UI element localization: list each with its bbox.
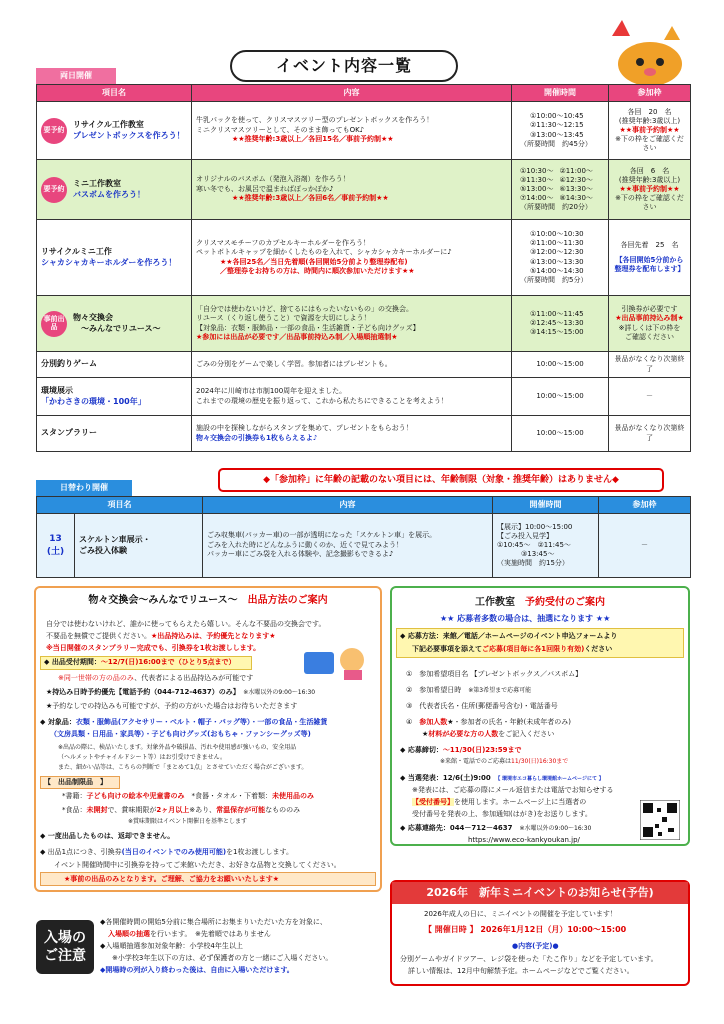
- header-quota: 参加枠: [599, 497, 691, 514]
- time-note: （所要時間 約20分）: [520, 203, 592, 212]
- deadline-red: ～11/30(日)23:59まで: [442, 746, 522, 754]
- quota-line: (推奨年齢:3歳以上): [618, 175, 681, 184]
- event-name: スケルトン車展示・: [79, 534, 151, 544]
- limit2-red: 未開封: [86, 806, 108, 814]
- limit2-red2: 2ヶ月以上: [156, 806, 190, 814]
- header-name: 項目名: [37, 497, 203, 514]
- limit1-tail: *食器・タオル・下着類: [191, 792, 265, 800]
- target-note: （ヘルメットやチャイルドシート等）はお引受けできません。: [58, 754, 227, 761]
- reuse-intro: ※当日開催のスタンプラリー完成でも、引換券を1枚お渡しします。: [46, 644, 261, 652]
- event-name: リサイクルミニ工作: [41, 246, 112, 256]
- method1: ◆ 応募方法：来館／電話／ホームページのイベント申込フォームより: [400, 632, 618, 640]
- header-time: 開催時間: [512, 85, 609, 102]
- limit2-mid2: ※あり、: [189, 806, 217, 814]
- content-line: 「自分では使わないけど、捨てるにはもったいないもの」の交換会。: [196, 304, 413, 313]
- quota-line: 各回 6 名: [629, 166, 670, 175]
- reuse-title-red: 出品方法のご案内: [247, 595, 328, 606]
- booking-text: ★持込み日時予約優先【電話予約（044-712-4637）のみ】: [46, 688, 237, 696]
- mascot-icon: [600, 18, 690, 88]
- target-blue: 衣類・服飾品(アクセサリー・ベルト・帽子・バッグ等）・一部の食品・生活雑貨: [75, 718, 328, 726]
- entry-title1: 入場の: [44, 929, 86, 946]
- reuse-title: [34, 594, 382, 608]
- table-row: [37, 160, 691, 220]
- content-line: オリジナルのバスボム（発泡入浴剤）を作ろう！: [196, 175, 350, 184]
- quota-red: ★★事前予約制★★: [619, 125, 680, 134]
- content-line: 2024年に川崎市は市制100周年を迎えました。: [196, 387, 347, 396]
- news-line: 分別ゲームやガイドツアー、レジ袋を使った「たこ作り」などを予定しています。: [400, 955, 658, 963]
- news-content-label: ●内容(予定)●: [512, 942, 559, 950]
- entry-line: ◆各開催時間の開始5分前に集合場所にお集まりいただいた方を対象に、: [100, 918, 327, 926]
- deadline-note: [440, 758, 568, 765]
- content-line: ごみの分別をゲームで楽しく学習。参加者にはプレゼントも。: [196, 359, 392, 368]
- quota-text: 景品がなくなり次第終了: [609, 416, 691, 452]
- time-line: 10:00～15:00: [512, 416, 609, 452]
- reuse-intro-red: ★出品持込みは、予約優先となります★: [151, 632, 276, 640]
- content-line: ごみを入れた時にどんなふうに動くのか、近くで見てみよう！: [207, 540, 403, 549]
- period-red: ～12/7(日)16:00まで: [100, 658, 175, 666]
- table-header: [37, 497, 691, 514]
- announce2: ※発表には、ご応募の際にメール返信または電話でお知らせする: [412, 786, 614, 794]
- quota-text: 景品がなくなり次第終了: [609, 352, 691, 378]
- event-name-2: ごみ投入体験: [79, 545, 127, 555]
- content-line: 寒い冬でも、お風呂で温まればぽっかぽか♪: [196, 184, 334, 193]
- reuse-illustration-icon: [300, 638, 376, 682]
- quota-red: ★出品事前持込み制★: [615, 314, 684, 323]
- quota-red: ★★事前予約制★★: [619, 184, 680, 193]
- content-line: 施設の中を探検しながらスタンプを集めて、プレゼントをもらおう！: [196, 424, 413, 433]
- quota-blue: 【各回開始5分前から: [615, 255, 684, 264]
- reuse-intro: 自分では使わないけれど、誰かに使ってもらえたら嬉しい。そんな不要品の交換会です。: [46, 620, 326, 628]
- workshop-item-red: 参加人数: [419, 718, 448, 726]
- time-line: ②11:00～: [559, 166, 593, 175]
- reuse-title-text: 物々交換会～みんなでリユース～: [88, 595, 238, 606]
- table-row: [37, 220, 691, 296]
- quota-line: 各回先着 25 名: [620, 240, 679, 249]
- time-line: ①10:00～10:45: [530, 112, 584, 121]
- time-line: ⑥13:30～: [559, 184, 593, 193]
- method2-red: ご応募(項目毎に各1回限り有効): [482, 645, 585, 653]
- workshop-item-note: ※第3希望まで応募可能: [468, 687, 532, 694]
- daily-table: [36, 496, 691, 578]
- limit2-label: *食品：: [62, 806, 87, 814]
- period: [44, 658, 236, 666]
- time-line: ⑧14:30～: [559, 194, 593, 203]
- method2-tail: ください: [584, 645, 613, 653]
- content-red: ／整理券をお持ちの方は、時間内に順次参加いただけます★★: [220, 266, 415, 275]
- content-line: クリスマスモチーフのカプセルキーホルダーを作ろう！: [196, 238, 371, 247]
- ticket1-tail: を1枚お渡しします。: [226, 848, 293, 856]
- both-days-tag: 両日開催: [36, 68, 116, 84]
- header-content: 内容: [203, 497, 493, 514]
- event-name: ミニ工作教室: [73, 178, 121, 188]
- day-number: 13: [49, 534, 62, 545]
- deadline: [400, 746, 522, 754]
- content-line: パッカー車にごみ袋を入れる体験や、記念撮影もできるよ♪: [207, 550, 394, 559]
- time-line: ②12:45～13:30: [530, 318, 584, 327]
- target: [40, 718, 327, 726]
- time-line: ②11:30～12:15: [530, 121, 584, 130]
- ticket1-text: ◆ 出品1点につき、引換券: [40, 848, 122, 856]
- ticket1-blue: (当日のイベントでのみ使用可能): [121, 848, 227, 856]
- booking: [46, 688, 315, 696]
- time-line: ④12:30～: [559, 175, 593, 184]
- daily-tag: 日替わり開催: [36, 480, 132, 496]
- entry-line-note: ※先着順ではありません: [194, 930, 271, 938]
- quota-line: 引換券が必要です: [621, 305, 678, 314]
- deadline-note-red: 11/30(日)16:30まで: [511, 758, 569, 765]
- workshop-item: [406, 718, 571, 726]
- limit-note: ※賞味期限はイベント開催日を基準とします: [128, 818, 248, 825]
- quota-line: (推奨年齢:3歳以上): [618, 116, 681, 125]
- time-line: （所要時間 約5分）: [520, 275, 588, 284]
- limit2-red3: 常温保存が可能: [216, 806, 266, 814]
- time-line: 10:00～15:00: [512, 352, 609, 378]
- entry-line: [108, 930, 271, 938]
- entry-line: ◆開場時の列が入り終わった後は、自由に入場いただけます。: [100, 966, 294, 974]
- quota-note: ※下の枠をご確認ください: [615, 135, 684, 153]
- event-name: リサイクル工作教室: [73, 119, 144, 129]
- content-line: これまでの環境の歴史を振り返って、これから私たちにできることを考えよう！: [196, 396, 448, 405]
- content-red: ★参加には出品が必要です／出品事前持込み制／入場順抽選制★: [196, 332, 398, 341]
- table-row: [37, 352, 691, 378]
- content-red: ★★推奨年齢:3歳以上／各回6名／事前予約制★★: [232, 194, 389, 203]
- content-red: ★★各回25名／当日先着順(各回開始5分前より整理券配布): [220, 257, 408, 266]
- time-line: 10:00～15:00: [512, 378, 609, 416]
- entry-line-text: を行います。: [150, 930, 188, 938]
- header-quota: 参加枠: [609, 85, 691, 102]
- method2-text: 下記必要事項を添えて: [412, 645, 482, 653]
- entry-line-red: 入場順の抽選: [108, 930, 150, 938]
- age-notice: ◆「参加枠」に年齢の記載のない項目には、年齢制限（対象・推奨年齢）はありません◆: [218, 468, 664, 492]
- time-line: 【ごみ投入見学】: [497, 531, 553, 540]
- qr-code-icon: [640, 800, 680, 840]
- content-blue: 物々交換会の引換券も1枚もらえるよ♪: [196, 433, 318, 442]
- target-note: また、細かい品等は、こちらの判断で「まとめて1点」とさせていただく場合がございます。: [58, 764, 308, 771]
- ticket2: イベント開催時間中に引換券を持ってご来館いただき、お好きな品物と交換してください。: [54, 861, 341, 869]
- preentry-badge: 事前出品: [41, 311, 67, 337]
- reuse-intro: [46, 632, 276, 640]
- period-label: ◆ 出品受付期間：: [44, 658, 101, 666]
- period-note: [58, 674, 253, 682]
- workshop-item-red: 材料が必要な方の人数: [428, 730, 499, 738]
- quota-note: ご確認ください: [625, 332, 674, 341]
- time-line: ④13:00～13:30: [530, 257, 584, 266]
- method2: [412, 645, 612, 653]
- workshop-item-text: ② 参加希望日時: [406, 686, 462, 694]
- quota-text: －: [609, 378, 691, 416]
- workshop-title-text: 工作教室: [475, 597, 515, 608]
- news-date: 【 開催日時 】 2026年1月12日（月）10:00～15:00: [424, 925, 627, 934]
- workshop-item: ③ 代表者氏名・住所(郵便番号含む)・電話番号: [406, 702, 558, 710]
- workshop-title: [390, 596, 690, 610]
- booking2: ★予約なしでの持込みも可能ですが、予約の方がいた場合はお待ちいただきます: [46, 702, 298, 710]
- page-title: イベント内容一覧: [230, 50, 458, 82]
- event-sub: バスボムを作ろう！: [73, 189, 145, 199]
- time-line: ③14:15～15:00: [530, 328, 584, 337]
- workshop-url[interactable]: https://www.eco-kankyoukan.jp/: [468, 836, 580, 844]
- entry-title2: ご注意: [44, 948, 86, 964]
- time-line: ⑦14:00～: [520, 194, 554, 203]
- announce-link[interactable]: 【 環境市エコ暮らし環境館ホームページにて 】: [497, 776, 604, 782]
- time-line: ③12:00～12:30: [530, 248, 584, 257]
- limit1-label: *書籍：: [62, 792, 87, 800]
- event-name: 分別釣りゲーム: [41, 359, 97, 369]
- content-line: ミニクリスマスツリーとして、そのまま飾ってもOK♪: [196, 125, 365, 134]
- target2: （文房具類・日用品・家具等）・子ども向けグッズ(おもちゃ・ファンシーグッズ等): [50, 730, 311, 738]
- announce4: 受付番号を発表の上、参加通知(はがき)をお送りします。: [412, 810, 592, 818]
- workshop-item-text: ④: [406, 718, 420, 726]
- booking-note: ※水曜以外の9:00～16:30: [243, 689, 316, 696]
- workshop-lottery: ★★ 応募者多数の場合は、抽選になります ★★: [440, 614, 611, 623]
- content-line: ペットボトルキャップを細かくしたものを入れて、シャカシャカキーホルダーに♪: [196, 248, 452, 257]
- announce3-red: 【受付番号】: [412, 798, 454, 806]
- event-name: 環境展示: [41, 385, 73, 395]
- event-name: 物々交換会: [73, 312, 113, 322]
- events-table: [36, 84, 691, 452]
- reuse-intro-text: 不要品を無償でご提供ください。: [46, 632, 151, 640]
- table-row: [37, 514, 691, 578]
- limit2-tail: なもののみ: [265, 806, 301, 814]
- quota-text: －: [599, 514, 691, 578]
- workshop-item: [422, 730, 554, 738]
- header-content: 内容: [192, 85, 512, 102]
- reserve-badge: 要予約: [41, 177, 67, 203]
- table-row: [37, 416, 691, 452]
- weekday: (土): [46, 546, 65, 557]
- time-line: （実施時間 約15分）: [497, 559, 569, 568]
- ticket3: ★事前の出品のみとなります。ご理解、ご協力をお願いいたします★: [64, 875, 279, 883]
- time-line: ⑤13:00～: [520, 184, 554, 193]
- entry-line: ◆入場順抽選参加対象年齢：小学校4年生以上: [100, 942, 243, 950]
- return-note: ◆ 一度出品したものは、返却できません。: [40, 832, 175, 840]
- content-line: 【対象品：衣類・服飾品・一部の食品・生活雑貨・子ども向けグッズ】: [196, 323, 420, 332]
- event-sub: 「かわさきの環境・100年」: [41, 396, 146, 406]
- time-line: （所要時間 約45分）: [520, 139, 592, 148]
- contact-text: ◆ 応募連絡先：044－712－4637: [400, 824, 513, 832]
- limit1: *書籍：子ども向けの絵本や児童書のみ *食器・タオル・下着類：未使用品のみ: [62, 792, 314, 800]
- workshop-item-tail: をご記入ください: [498, 730, 555, 738]
- table-row: [37, 102, 691, 160]
- workshop-item-tail: ★・参加者の氏名・年齢(未成年者のみ): [447, 718, 572, 726]
- workshop-item: [406, 686, 531, 694]
- reserve-badge: 要予約: [41, 118, 67, 144]
- time-line: ②11:00～11:30: [530, 239, 584, 248]
- deadline-label: ◆ 応募締切：: [400, 746, 443, 754]
- workshop-item: ① 参加希望項目名 【プレゼントボックス／バスボム】: [406, 670, 583, 678]
- entry-line: ※小学校3年生以下の方は、必ず保護者の方と一緒にご入場ください。: [112, 954, 333, 962]
- workshop-item-text: ★: [422, 730, 429, 738]
- content-red: ★★推奨年齢:3歳以上／各回15名／事前予約制★★: [232, 135, 394, 144]
- period-note-text: 、代表者による出品持込みが可能です: [134, 674, 254, 682]
- announce: [400, 774, 604, 782]
- announce3: [412, 798, 586, 806]
- limit2-mid: で、賞味期限が: [107, 806, 157, 814]
- announce-text: ◆ 当選発表：12/6(土)9:00: [400, 774, 491, 782]
- header-name: 項目名: [37, 85, 192, 102]
- contact: [400, 824, 591, 832]
- ticket1: [40, 848, 293, 856]
- time-line: ①10:00～10:30: [530, 230, 584, 239]
- time-line: ③11:30～: [520, 175, 554, 184]
- news-line: 2026年成人の日に、ミニイベントの開催を予定しています！: [424, 910, 617, 918]
- table-header: [37, 85, 691, 102]
- quota-note: ※詳しくは下の枠を: [618, 323, 681, 332]
- time-line: ①10:30～: [520, 166, 554, 175]
- time-line: ③13:00～13:45: [530, 130, 584, 139]
- event-sub: ～みんなでリユース～: [81, 323, 161, 333]
- entry-notice-badge: [36, 920, 94, 974]
- event-name: スタンプラリー: [41, 428, 97, 438]
- contact-note: ※水曜以外の9:00～16:30: [519, 825, 592, 832]
- limit1-red: 子ども向けの絵本や児童書のみ: [86, 792, 185, 800]
- time-line: 【展示】10:00～15:00: [497, 522, 573, 531]
- deadline-note-text: ※来館・電話でのご応募は: [440, 758, 512, 765]
- limit-title: 【 出品制限品 】: [44, 778, 107, 786]
- table-row: [37, 296, 691, 352]
- content-line: リユース（くり返し使うこと）で資源を大切にしよう！: [196, 314, 371, 323]
- time-line: ①10:45～ ②11:45～: [497, 540, 571, 549]
- table-row: [37, 378, 691, 416]
- quota-note: ※下の枠をご確認ください: [615, 194, 684, 212]
- news-line: 詳しい情報は、12月中旬解禁予定。ホームページなどでご覧ください。: [408, 967, 634, 975]
- event-sub: シャカシャカキーホルダーを作ろう！: [41, 257, 177, 267]
- time-line: ①11:00～11:45: [530, 309, 584, 318]
- quota-blue: 整理券を配布します】: [614, 265, 685, 274]
- content-line: ごみ収集車(パッカー車)の一部が透明になった「スケルトン車」を展示。: [207, 531, 437, 540]
- announce3-text: を使用します。ホームページ上に当選者の: [454, 798, 587, 806]
- time-line: ⑤14:00～14:30: [530, 266, 584, 275]
- period-tail: （ひとり5点まで）: [174, 658, 236, 666]
- quota-line: 各回 20 名: [627, 107, 672, 116]
- period-note-red: ※同一世帯の方の品のみ: [58, 674, 135, 682]
- event-sub: プレゼントボックスを作ろう！: [73, 130, 185, 140]
- limit2: [62, 806, 300, 814]
- workshop-title-red: 予約受付のご案内: [525, 597, 605, 608]
- header-time: 開催時間: [493, 497, 599, 514]
- content-line: 牛乳パックを使って、クリスマスツリー型のプレゼントボックスを作ろう！: [196, 116, 434, 125]
- news-head: 2026年 新年ミニイベントのお知らせ(予告): [392, 882, 688, 904]
- target-note: ※出品の際に、検品いたします。対象外品や破損品、汚れや使用感が強いもの、安全用品: [58, 744, 297, 751]
- time-line: ③13:45～: [521, 550, 555, 559]
- target-label: ◆ 対象品：: [40, 718, 76, 726]
- limit1-red2: 未使用品のみ: [272, 792, 314, 800]
